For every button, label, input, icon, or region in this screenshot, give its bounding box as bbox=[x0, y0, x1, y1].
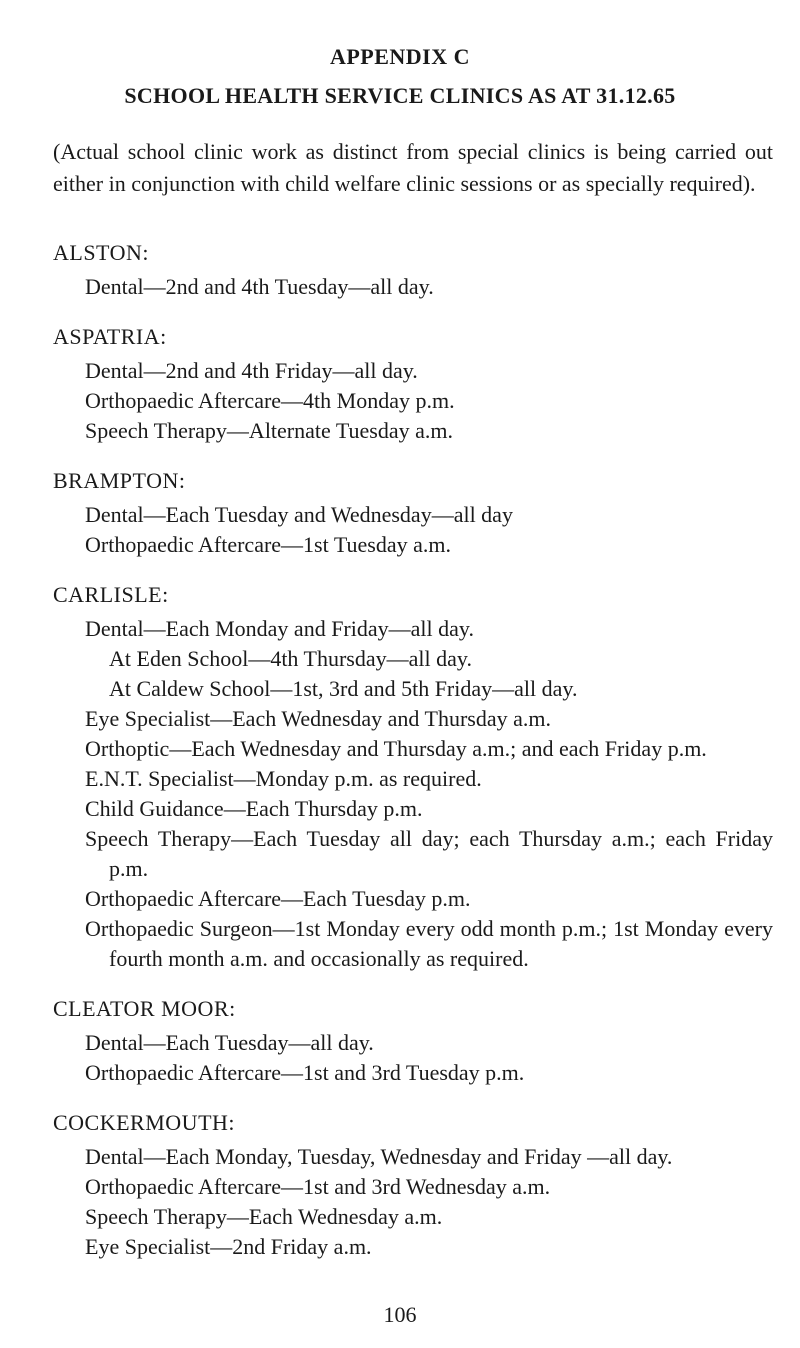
clinic-line: Dental—2nd and 4th Friday—all day. bbox=[85, 358, 418, 383]
clinic-line: Dental—Each Tuesday—all day. bbox=[85, 1030, 374, 1055]
town-brampton bbox=[53, 466, 773, 560]
clinic-line: Orthopaedic Aftercare—4th Monday p.m. bbox=[85, 388, 455, 413]
clinic-line: Dental—Each Monday, Tuesday, Wednesday and Friday —all day. bbox=[85, 1144, 673, 1169]
clinic-line: Dental—Each Tuesday and Wednesday—all day bbox=[85, 502, 513, 527]
clinic-line: Orthopaedic Aftercare—1st and 3rd Tuesday p.m. bbox=[85, 1060, 525, 1085]
clinic-line: Orthoptic—Each Wednesday and Thursday a.m.; and each Friday p.m. bbox=[85, 736, 707, 761]
town-aspatria bbox=[53, 322, 773, 446]
clinic-line: Orthopaedic Aftercare—1st and 3rd Wednesday a.m. bbox=[85, 1174, 551, 1199]
clinic-line: Orthopaedic Surgeon—1st Monday every odd month p.m.; 1st Monday every fourth month a.m. and occasionally as required. bbox=[85, 916, 773, 971]
town-cockermouth bbox=[53, 1108, 773, 1262]
clinic-line: Eye Specialist—Each Wednesday and Thursday a.m. bbox=[85, 706, 552, 731]
clinic-line: Speech Therapy—Each Tuesday all day; each Thursday a.m.; each Friday p.m. bbox=[85, 826, 773, 881]
intro-paragraph: (Actual school clinic work as distinct from special clinics is being carried out either in conjunction with child welfare clinic sessions or as specially required). bbox=[53, 139, 773, 196]
clinic-line: Dental—2nd and 4th Tuesday—all day. bbox=[85, 274, 434, 299]
town-name: ASPATRIA: bbox=[53, 324, 167, 349]
town-name: COCKERMOUTH: bbox=[53, 1110, 236, 1135]
town-cleator-moor bbox=[53, 994, 773, 1088]
clinic-line: Speech Therapy—Alternate Tuesday a.m. bbox=[85, 418, 454, 443]
clinic-list bbox=[53, 238, 773, 1282]
clinic-line: Orthopaedic Aftercare—1st Tuesday a.m. bbox=[85, 532, 451, 557]
clinic-line: Dental—Each Monday and Friday—all day. bbox=[85, 616, 474, 641]
clinic-line: Child Guidance—Each Thursday p.m. bbox=[85, 796, 423, 821]
clinic-line: E.N.T. Specialist—Monday p.m. as required. bbox=[85, 766, 482, 791]
page-title: SCHOOL HEALTH SERVICE CLINICS AS AT 31.12.65 bbox=[124, 83, 676, 108]
town-name: CLEATOR MOOR: bbox=[53, 996, 236, 1021]
town-alston bbox=[53, 238, 773, 302]
clinic-line: At Eden School—4th Thursday—all day. bbox=[109, 646, 472, 671]
town-name: ALSTON: bbox=[53, 240, 149, 265]
town-name: BRAMPTON: bbox=[53, 468, 186, 493]
clinic-line: At Caldew School—1st, 3rd and 5th Friday—all day. bbox=[109, 676, 578, 701]
clinic-line: Orthopaedic Aftercare—Each Tuesday p.m. bbox=[85, 886, 471, 911]
clinic-line: Speech Therapy—Each Wednesday a.m. bbox=[85, 1204, 443, 1229]
appendix-heading: APPENDIX C bbox=[329, 44, 471, 69]
town-carlisle bbox=[53, 580, 773, 974]
page-number: 106 bbox=[383, 1302, 417, 1327]
town-name: CARLISLE: bbox=[53, 582, 169, 607]
clinic-line: Eye Specialist—2nd Friday a.m. bbox=[85, 1234, 372, 1259]
